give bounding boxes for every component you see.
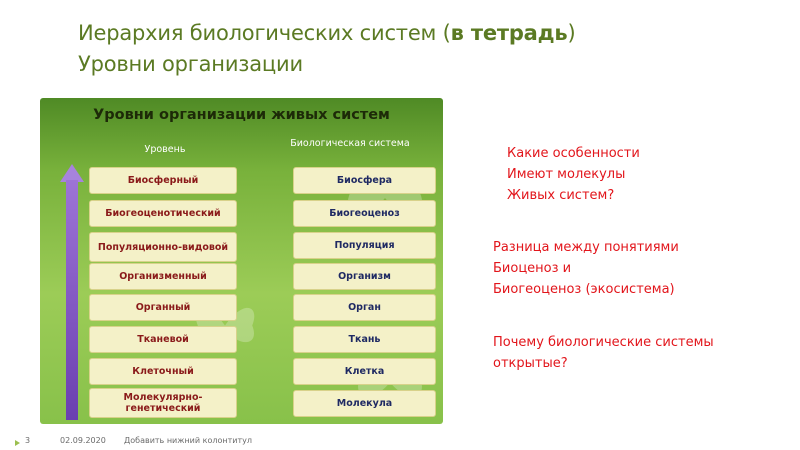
- system-box: Биосфера: [293, 167, 436, 194]
- arrow-shaft: [66, 180, 78, 420]
- question-line: Биогеоценоз (экосистема): [493, 282, 675, 297]
- title-line-2: Уровни организации: [78, 52, 303, 76]
- page-marker-icon: [15, 440, 20, 446]
- title-bold-part: в тетрадь: [450, 21, 568, 45]
- system-box: Ткань: [293, 326, 436, 353]
- figure-title: Уровни организации живых систем: [93, 107, 390, 123]
- question-line: Имеют молекулы: [507, 167, 626, 182]
- system-box: Популяция: [293, 232, 436, 259]
- title-line-1: [78, 18, 718, 49]
- level-box: Клеточный: [89, 358, 237, 385]
- level-box: Биогеоценотический: [89, 200, 237, 227]
- footer-date: 02.09.2020: [60, 436, 106, 445]
- title-part-end: ): [567, 21, 576, 45]
- slide-title: [78, 18, 718, 80]
- level-box: Тканевой: [89, 326, 237, 353]
- system-box: Молекула: [293, 390, 436, 417]
- system-box: Орган: [293, 294, 436, 321]
- question-line: открытые?: [493, 356, 568, 371]
- question-line: Разница между понятиями: [493, 240, 679, 255]
- system-box: Организм: [293, 263, 436, 290]
- title-part: Иерархия биологических систем (: [78, 21, 451, 45]
- level-box: Биосферный: [89, 167, 237, 194]
- level-box: Молекулярно-генетический: [89, 388, 237, 418]
- question-block-1: [507, 143, 777, 206]
- system-box: Биогеоценоз: [293, 200, 436, 227]
- footer-text: Добавить нижний колонтитул: [124, 436, 252, 445]
- levels-figure: [40, 98, 443, 424]
- question-line: Живых систем?: [507, 188, 615, 203]
- page-number: 3: [25, 436, 31, 445]
- column-header-system: Биологическая система: [290, 138, 410, 149]
- system-box: Клетка: [293, 358, 436, 385]
- level-box: Органный: [89, 294, 237, 321]
- question-block-3: [493, 332, 793, 374]
- level-box: Организменный: [89, 263, 237, 290]
- question-line: Почему биологические системы: [493, 335, 714, 350]
- column-header-level: Уровень: [144, 144, 186, 155]
- question-block-2: [493, 237, 783, 300]
- question-line: Какие особенности: [507, 146, 640, 161]
- question-line: Биоценоз и: [493, 261, 572, 276]
- level-box: Популяционно-видовой: [89, 232, 237, 262]
